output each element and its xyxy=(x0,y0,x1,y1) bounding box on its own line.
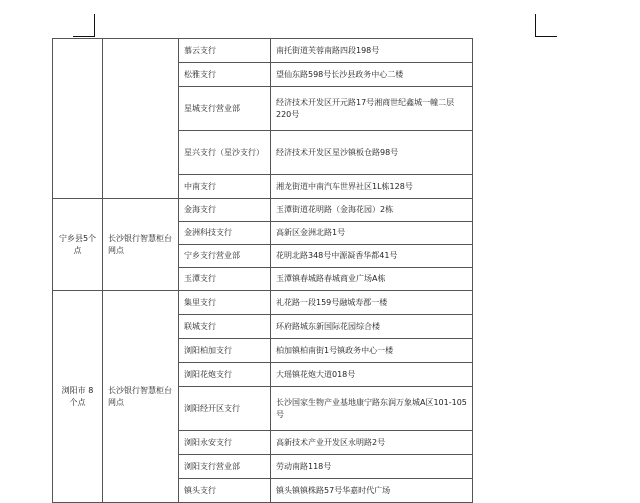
branch-name: 浏阳柏加支行 xyxy=(179,339,271,363)
branch-address: 镇头镇镇株路57号华嘉时代广场 xyxy=(271,479,473,503)
branch-name: 星兴支行（星沙支行） xyxy=(179,131,271,175)
branch-name: 浏阳永安支行 xyxy=(179,431,271,455)
branch-address: 花明北路348号中源凝香华都41号 xyxy=(271,245,473,268)
branch-name: 联城支行 xyxy=(179,315,271,339)
branch-address: 柏加镇柏南街1号镇政务中心一楼 xyxy=(271,339,473,363)
region-cell: 宁乡县5个点 xyxy=(53,199,103,291)
table-row xyxy=(53,39,473,63)
branch-address: 南托街道芙蓉南路四段198号 xyxy=(271,39,473,63)
branch-name: 浏阳经开区支行 xyxy=(179,387,271,431)
branch-name: 慕云支行 xyxy=(179,39,271,63)
center-cell: 长沙银行智慧柜台网点 xyxy=(103,291,179,503)
branch-name: 浏阳花炮支行 xyxy=(179,363,271,387)
crop-mark-left-vertical xyxy=(94,14,95,36)
region-cell: 浏阳市 8个点 xyxy=(53,291,103,503)
table-row xyxy=(53,199,473,222)
branch-address: 湘龙街道中南汽车世界社区1L栋128号 xyxy=(271,175,473,199)
branch-name: 镇头支行 xyxy=(179,479,271,503)
branch-address: 经济技术开发区星沙镇板仓路98号 xyxy=(271,131,473,175)
branch-name: 金海支行 xyxy=(179,199,271,222)
branch-address: 高新技术产业开发区永明路2号 xyxy=(271,431,473,455)
branch-address: 环府路城东新国际花园综合楼 xyxy=(271,315,473,339)
center-cell xyxy=(103,39,179,199)
region-cell xyxy=(53,39,103,199)
branch-address: 玉潭镇春城路春城商业广场A栋 xyxy=(271,268,473,291)
branch-address: 高新区金洲北路1号 xyxy=(271,222,473,245)
branch-name: 浏阳支行营业部 xyxy=(179,455,271,479)
branch-table xyxy=(52,38,473,503)
branch-name: 中南支行 xyxy=(179,175,271,199)
crop-mark-right-vertical xyxy=(535,14,536,36)
branch-name: 松雅支行 xyxy=(179,63,271,87)
branch-name: 星城支行营业部 xyxy=(179,87,271,131)
branch-name: 金洲科技支行 xyxy=(179,222,271,245)
branch-address: 礼花路一段159号融城寿郡一楼 xyxy=(271,291,473,315)
branch-address: 经济技术开发区开元路17号湘商世纪鑫城一幢二层220号 xyxy=(271,87,473,131)
branch-name: 集里支行 xyxy=(179,291,271,315)
branch-address: 劳动南路118号 xyxy=(271,455,473,479)
branch-address: 玉潭街道花明路（金海花园）2栋 xyxy=(271,199,473,222)
branch-address: 长沙国家生物产业基地康宁路东润万象城A区101-105号 xyxy=(271,387,473,431)
crop-mark-left-horizontal xyxy=(73,36,95,37)
branch-name: 玉潭支行 xyxy=(179,268,271,291)
crop-mark-right-horizontal xyxy=(535,36,557,37)
branch-address: 望仙东路598号长沙县政务中心二楼 xyxy=(271,63,473,87)
table-row xyxy=(53,291,473,315)
branch-name: 宁乡支行营业部 xyxy=(179,245,271,268)
branch-address: 大瑶镇花炮大道018号 xyxy=(271,363,473,387)
center-cell: 长沙银行智慧柜台网点 xyxy=(103,199,179,291)
